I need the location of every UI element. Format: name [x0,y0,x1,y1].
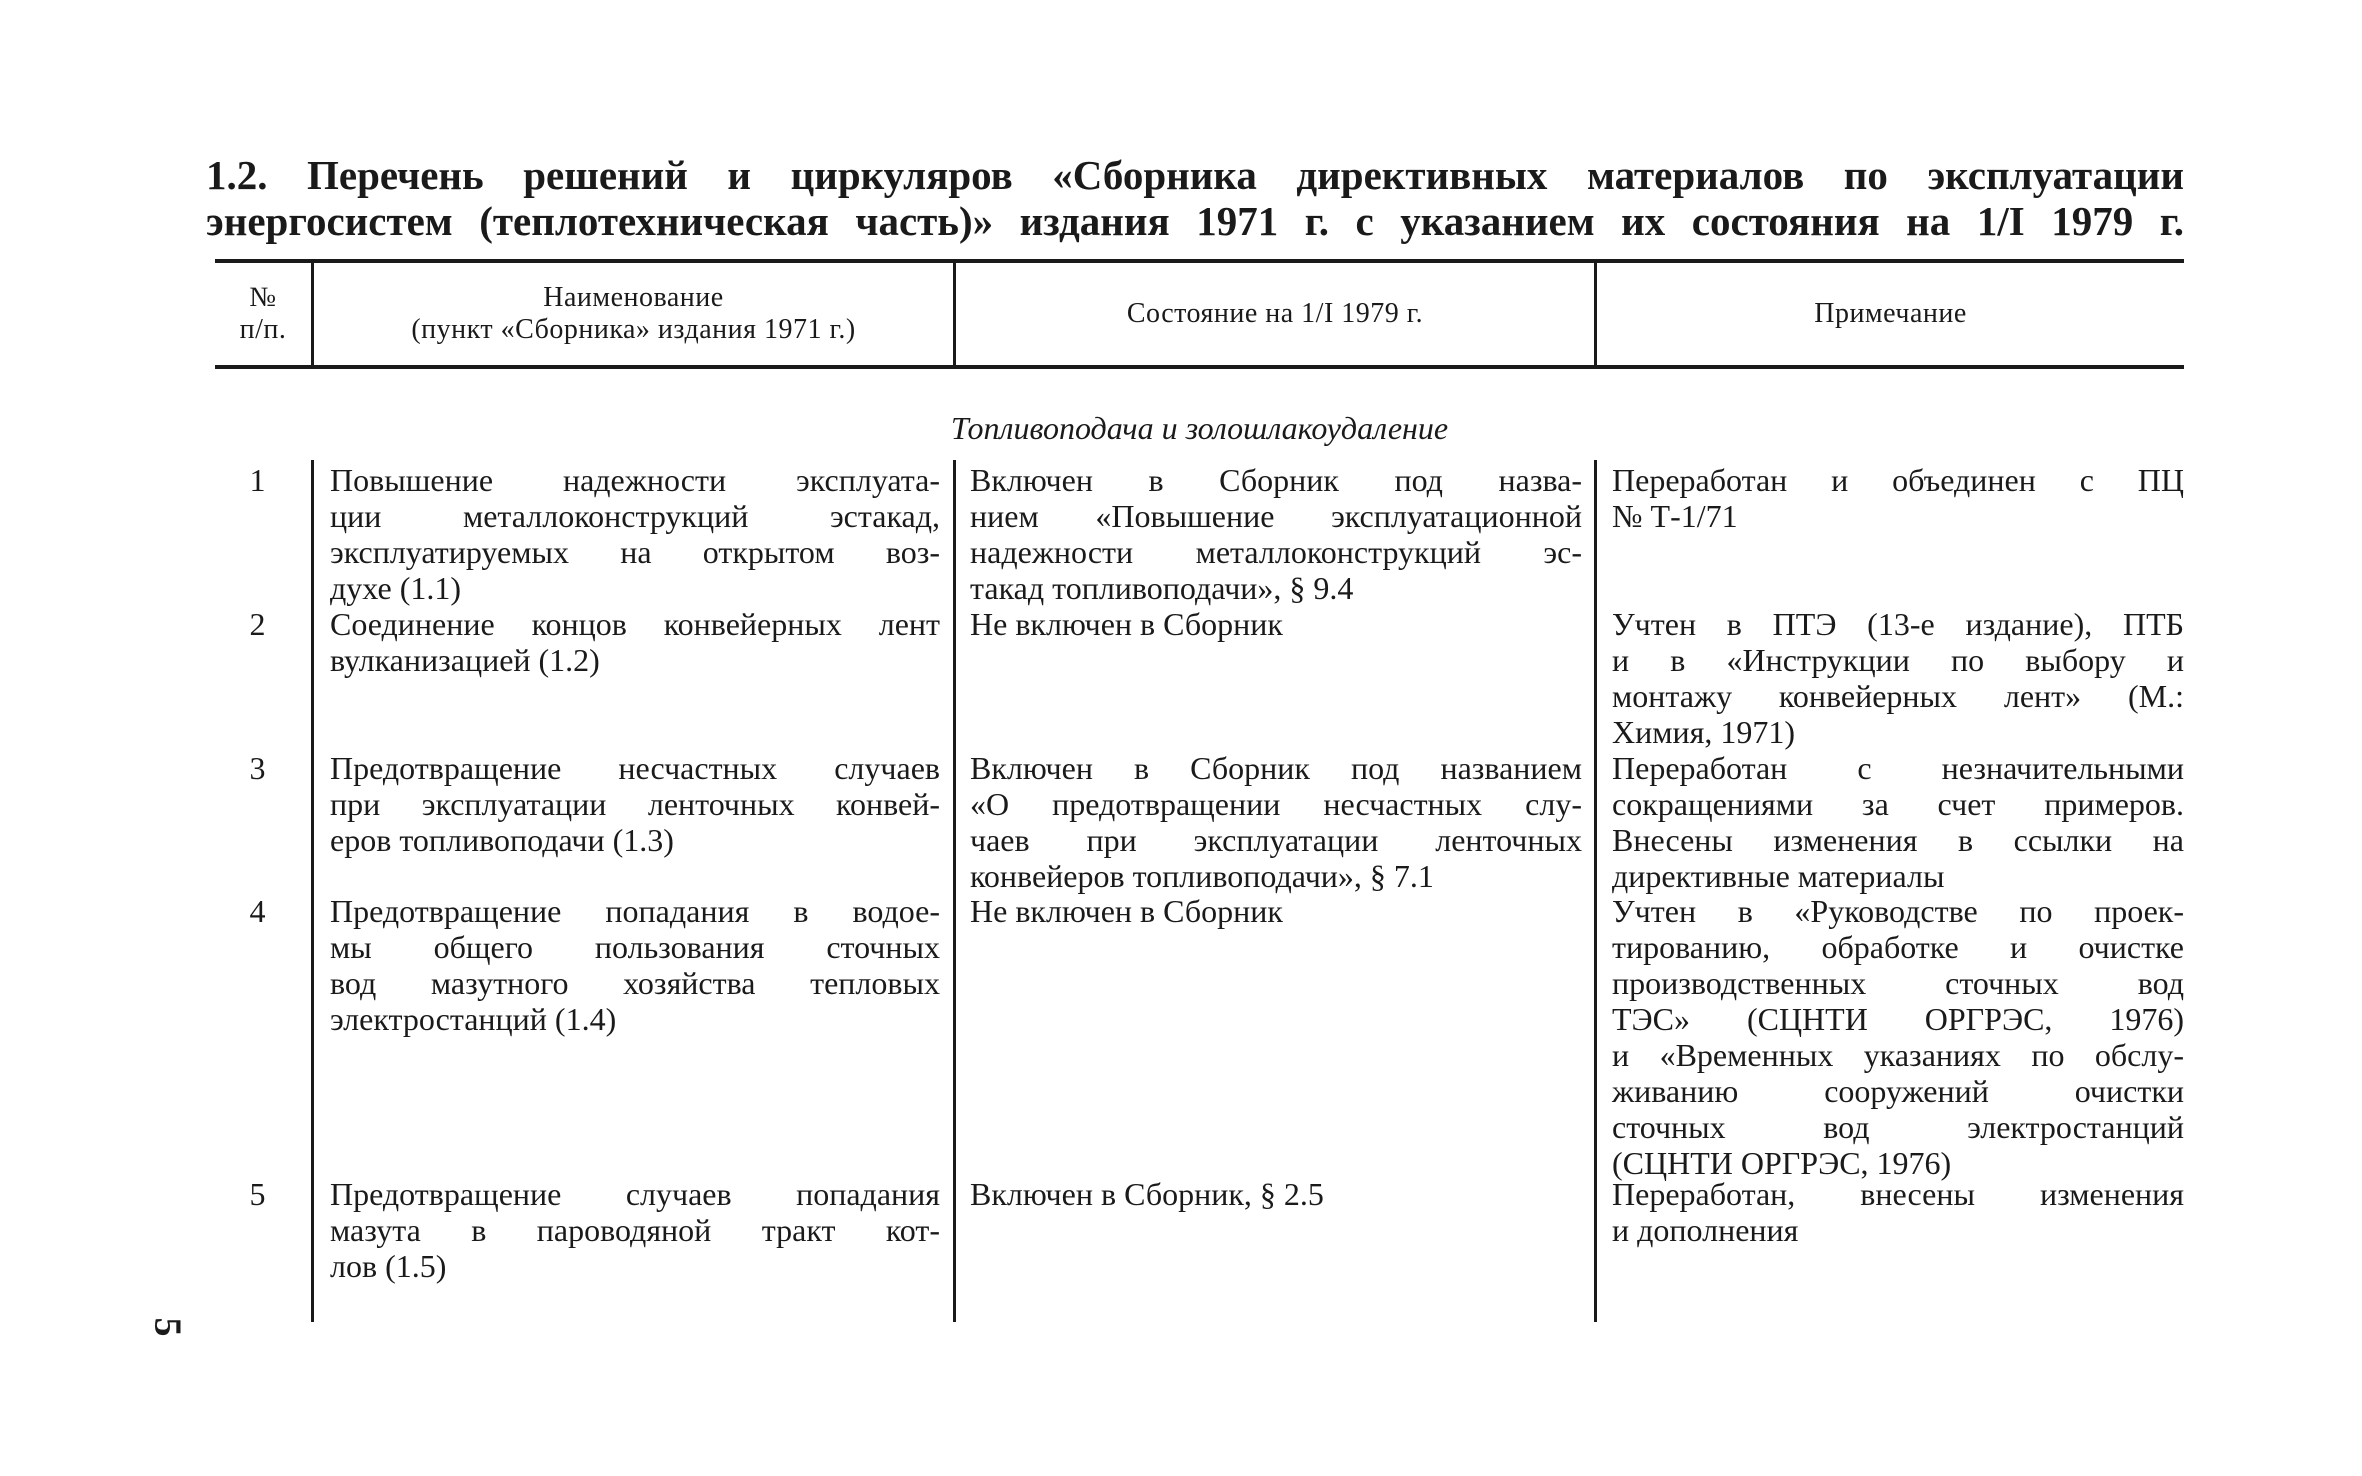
row-number: 5 [249,1176,266,1212]
body-divider-3 [1594,460,1597,1322]
row-note-line: и «Временных указаниях по обслу- [1612,1037,2184,1073]
row-note-line: и в «Инструкции по выбору и [1612,642,2184,678]
row-name-line: мазута в пароводяной тракт кот- [330,1212,940,1248]
row-name-line: Повышение надежности эксплуата- [330,462,940,498]
row-note-line: Химия, 1971) [1612,714,1795,750]
row-name [330,606,940,678]
row-name-line: духе (1.1) [330,570,461,606]
row-note-line: живанию сооружений очистки [1612,1073,2184,1109]
row-number: 2 [249,606,266,642]
header-num: № п/п. [239,282,287,345]
row-note-line: (СЦНТИ ОРГРЭС, 1976) [1612,1145,1952,1181]
row-state [970,1176,1582,1212]
row-state-line: Включен в Сборник под названием [970,750,1582,786]
row-note [1612,893,2184,1181]
title-line-1: 1.2. Перечень решений и циркуляров «Сборника директивных материалов по эксплуатации [206,152,2184,198]
row-state-line: Не включен в Сборник [970,606,1283,642]
row-note [1612,1176,2184,1248]
row-note-line: ТЭС» (СЦНТИ ОРГРЭС, 1976) [1612,1001,2184,1037]
row-name-line: еров топливоподачи (1.3) [330,822,674,858]
header-note: Примечание [1814,298,1967,329]
row-note-line: Переработан с незначительными [1612,750,2184,786]
body-divider-1 [311,460,314,1322]
row-name-line: ции металлоконструкций эстакад, [330,498,940,534]
row-name-line: эксплуатируемых на открытом воз- [330,534,940,570]
row-name-line: Предотвращение случаев попадания [330,1176,940,1212]
row-note-line: Внесены изменения в ссылки на [1612,822,2184,858]
row-name [330,750,940,858]
row-state [970,893,1582,929]
row-state-line: Включен в Сборник под назва- [970,462,1582,498]
row-number: 3 [249,750,266,786]
row-note-line: директивные материалы [1612,858,1945,894]
row-note [1612,606,2184,750]
row-state-line: конвейеров топливоподачи», § 7.1 [970,858,1434,894]
row-name-line: вулканизацией (1.2) [330,642,600,678]
row-state-line: «О предотвращении несчастных слу- [970,786,1582,822]
row-note-line: Учтен в «Руководстве по проек- [1612,893,2184,929]
row-note-line: тированию, обработке и очистке [1612,929,2184,965]
row-name-line: Предотвращение несчастных случаев [330,750,940,786]
table-header-rule [215,365,2184,369]
row-state-line: Не включен в Сборник [970,893,1283,929]
title-line-2: энергосистем (теплотехническая часть)» издания 1971 г. с указанием их состояния на 1/I 1979 г. [206,198,2184,244]
row-name [330,893,940,1037]
row-number: 1 [249,462,266,498]
row-note [1612,750,2184,894]
row-state-line: надежности металлоконструкций эс- [970,534,1582,570]
row-note-line: сточных вод электростанций [1612,1109,2184,1145]
row-number: 4 [249,893,266,929]
row-name [330,462,940,606]
row-name-line: Предотвращение попадания в водое- [330,893,940,929]
row-name [330,1176,940,1284]
row-note-line: Переработан, внесены изменения [1612,1176,2184,1212]
row-state-line: чаев при эксплуатации ленточных [970,822,1582,858]
row-name-line: при эксплуатации ленточных конвей- [330,786,940,822]
row-state [970,462,1582,606]
table-top-rule [215,259,2184,263]
row-state [970,750,1582,894]
row-name-line: Соединение концов конвейерных лент [330,606,940,642]
header-name: Наименование (пункт «Сборника» издания 1971 г.) [411,282,856,345]
row-state [970,606,1582,642]
row-name-line: вод мазутного хозяйства тепловых [330,965,940,1001]
row-note-line: производственных сточных вод [1612,965,2184,1001]
page-number: 5 [146,1317,189,1337]
row-note-line: сокращениями за счет примеров. [1612,786,2184,822]
row-note-line: и дополнения [1612,1212,1799,1248]
row-name-line: электростанций (1.4) [330,1001,617,1037]
row-name-line: мы общего пользования сточных [330,929,940,965]
row-name-line: лов (1.5) [330,1248,447,1284]
row-note-line: Переработан и объединен с ПЦ [1612,462,2184,498]
row-state-line: Включен в Сборник, § 2.5 [970,1176,1324,1212]
section-title: Топливоподача и золошлакоудаление [950,410,1449,446]
row-note [1612,462,2184,534]
row-note-line: Учтен в ПТЭ (13-е издание), ПТБ [1612,606,2184,642]
body-divider-2 [953,460,956,1322]
row-note-line: № Т-1/71 [1612,498,1738,534]
row-note-line: монтажу конвейерных лент» (М.: [1612,678,2184,714]
row-state-line: нием «Повышение эксплуатационной [970,498,1582,534]
row-state-line: такад топливоподачи», § 9.4 [970,570,1354,606]
header-state: Состояние на 1/I 1979 г. [1126,298,1424,329]
